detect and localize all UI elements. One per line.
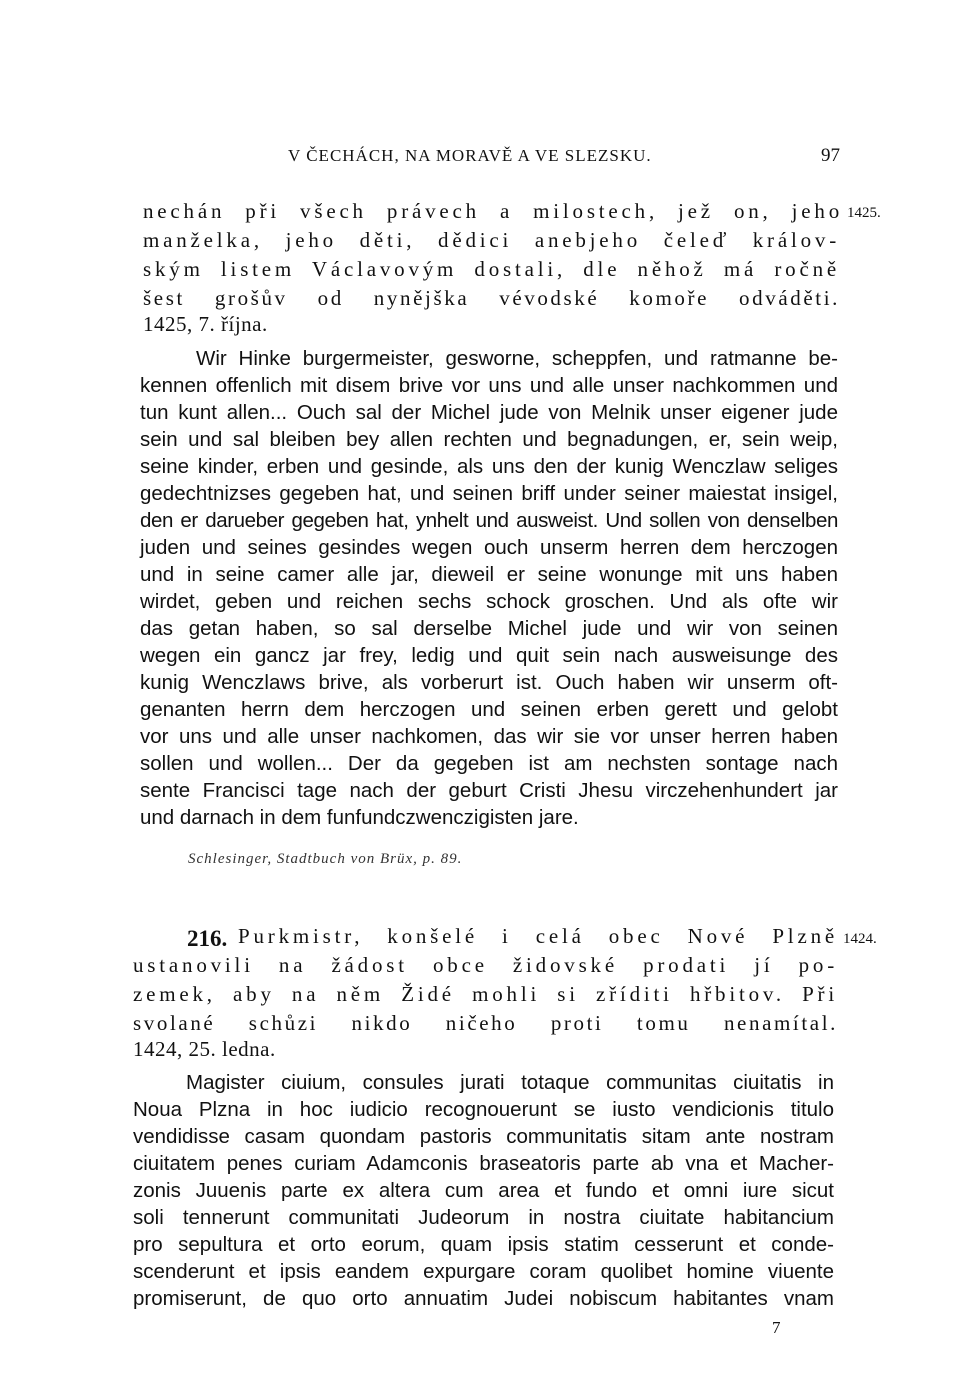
page-number: 97 (821, 145, 840, 166)
text-line: gedechtnizses gegeben hat, und seinen briff under seiner maiestat insigel, (140, 482, 838, 505)
text-line: Wir Hinke burgermeister, gesworne, scheppfen, und ratmanne be- (196, 347, 838, 370)
text-line: den er darueber gegeben hat, ynhelt und ausweist. Und sollen von denselben (140, 509, 838, 532)
text-line: soli tennerunt communitati Judeorum in nostra ciuitate habitancium (133, 1206, 834, 1229)
czech-summary-line: svolané schůzi nikdo ničeho proti tomu nenamítal. (133, 1011, 838, 1035)
text-line: Magister ciuium, consules jurati totaque communitas ciuitatis in (186, 1071, 834, 1094)
text-line: Noua Plzna in hoc iudicio recognouerunt se iusto vendicionis titulo (133, 1098, 834, 1121)
margin-year: 1425. (847, 205, 881, 221)
document-date: 1425, 7. října. (143, 312, 268, 336)
czech-summary-line: šest grošův od nynějška vévodské komoře odváděti. (143, 286, 840, 310)
text-line: ciuitatem penes curiam Adamconis braseatoris parte ab vna et Macher- (133, 1152, 834, 1175)
text-line: vor uns und alle unser nachkomen, das wir sie vor unser herren haben (140, 725, 838, 748)
czech-summary-line: zemek, aby na něm Židé mohli si zříditi hřbitov. Při (133, 982, 838, 1006)
czech-summary-line: Purkmistr, konšelé i celá obec Nové Plzně (238, 924, 838, 948)
margin-year: 1424. (843, 931, 877, 947)
text-line: promiserunt, de quo orto annuatim Judei nobiscum habitantes vnam (133, 1287, 834, 1310)
text-line: seine kinder, erben und gesinde, als uns den der kunig Wenczlaw seliges (140, 455, 838, 478)
signature-mark: 7 (772, 1318, 781, 1337)
text-line: wirdet, geben und reichen sechs schock groschen. Und als ofte wir (140, 590, 838, 613)
source-citation: Schlesinger, Stadtbuch von Brüx, p. 89. (188, 851, 463, 867)
text-line: vendidisse casam quondam pastoris communitatis sitam ante nostram (133, 1125, 834, 1148)
text-line: und darnach in dem funfundczwenczigisten jare. (140, 806, 579, 829)
text-line: genanten herrn dem herczogen und seinen erben gerett und gelobt (140, 698, 838, 721)
czech-summary-line: nechán při všech právech a milostech, jež on, jeho (143, 199, 843, 223)
text-line: tun kunt allen... Ouch sal der Michel jude von Melnik unser eigener jude (140, 401, 838, 424)
text-line: pro sepultura et orto eorum, quam ipsis statim cesserunt et conde- (133, 1233, 834, 1256)
text-line: kunig Wenczlaws brive, als vorberurt ist. Ouch haben wir unserm oft- (140, 671, 838, 694)
running-header: V ČECHÁCH, NA MORAVĚ A VE SLEZSKU. (288, 146, 652, 165)
text-line: das getan haben, so sal derselbe Michel jude und wir von seinen (140, 617, 838, 640)
text-line: sollen und wollen... Der da gegeben ist am nechsten sontage nach (140, 752, 838, 775)
czech-summary-line: manželka, jeho děti, dědici anebjeho čeleď králov- (143, 228, 840, 252)
text-line: scenderunt et ipsis eandem expurgare coram quolibet homine viuente (133, 1260, 834, 1283)
czech-summary-line: ským listem Václavovým dostali, dle něhož má ročně (143, 257, 840, 281)
text-line: zonis Juuenis parte ex altera cum area et fundo et omni iure sicut (133, 1179, 834, 1202)
document-date: 1424, 25. ledna. (133, 1037, 276, 1061)
text-line: juden und seines gesindes wegen ouch unserm herren dem herczogen (140, 536, 838, 559)
text-line: sente Francisci tage nach der geburt Cristi Jhesu virczehenhundert jar (140, 779, 838, 802)
czech-summary-line: ustanovili na žádost obce židovské prodati jí po- (133, 953, 838, 977)
document-number: 216. (187, 926, 228, 951)
text-line: sein und sal bleiben bey allen rechten und begnadungen, er, sein weip, (140, 428, 838, 451)
text-line: und in seine camer alle jar, dieweil er seine wonunge mit uns haben (140, 563, 838, 586)
text-line: kennen offenlich mit disem brive vor uns und alle unser nachkommen und (140, 374, 838, 397)
text-line: wegen ein gancz jar frey, ledig und quit sein nach ausweisunge des (140, 644, 838, 667)
